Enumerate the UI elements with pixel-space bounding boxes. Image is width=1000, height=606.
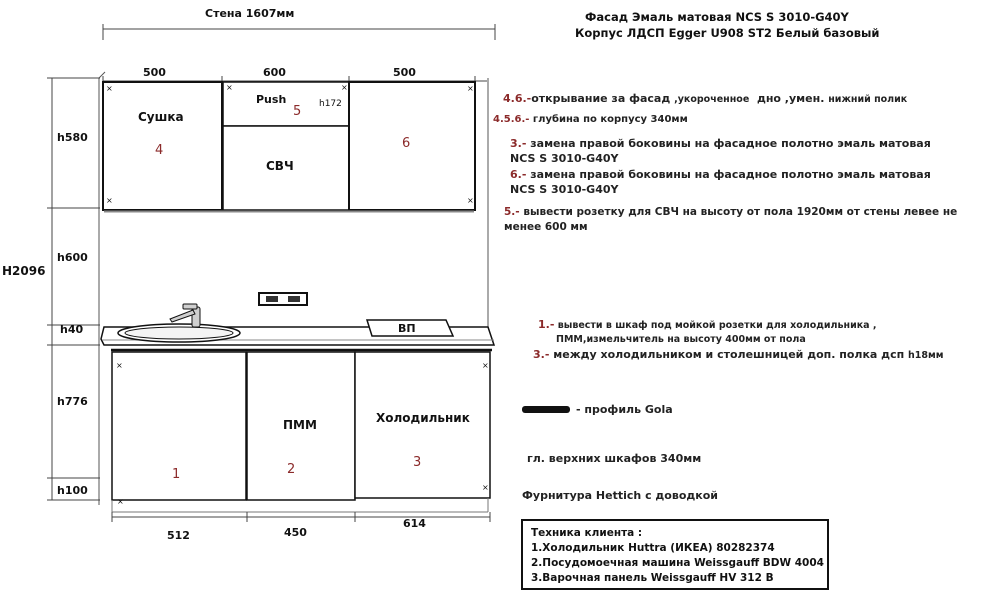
body-spec: Корпус ЛДСП Egger U908 ST2 Белый базовый [575,26,880,40]
gola-legend-mark [522,406,570,413]
microwave-socket [259,293,307,305]
facade-spec: Фасад Эмаль матовая NCS S 3010-G40Y [585,10,849,24]
plinth-height-label: h100 [57,484,88,497]
push-number: 5 [293,104,302,119]
upper-left-label: Сушка [138,110,184,124]
client-box-title: Техника клиента : [531,527,643,539]
upper-height-label: h580 [57,131,88,144]
note-side-6: 6.- замена правой боковины на фасадное полотно эмаль матовая NCS S 3010-G40Y [510,168,931,196]
lower-width-dimensions [112,512,490,522]
lower-width-left: 512 [167,529,190,542]
note-extra-shelf: 3.- между холодильником и столешницей доп. полка дсп h18мм [533,348,944,361]
upper-cabinet-shadows [104,211,474,212]
lower-width-right: 614 [403,517,426,530]
note-gola: - профиль Gola [576,403,673,416]
hinge-mark: × [467,196,474,205]
lower-left-number: 1 [172,467,181,482]
push-height-label: h172 [319,99,342,109]
note-opening: 4.6.-открывание за фасад ,укороченное дно ,умен. нижний полик [503,92,908,105]
note-depth: 4.5.6.- глубина по корпусу 340мм [493,114,688,125]
hinge-mark: × [482,361,489,370]
hinge-mark: × [482,483,489,492]
hinge-mark: × [106,196,113,205]
hob-label: ВП [398,322,416,335]
wall-width-label: Стена 1607мм [205,7,295,20]
sink [118,324,240,342]
microwave-label: СВЧ [266,159,294,173]
client-appliances-box [521,519,829,590]
fridge-label: Холодильник [376,411,470,425]
hinge-mark: × [467,84,474,93]
lower-mid-number: 2 [287,462,296,477]
hinge-mark: × [226,83,233,92]
countertop-height-label: h40 [60,323,84,336]
gap-height-label: h600 [57,251,88,264]
hinge-mark: × [117,497,124,506]
wall-width-dimension [103,24,495,40]
push-label: Push [256,93,287,106]
upper-width-mid: 600 [263,66,286,79]
hinge-mark: × [116,361,123,370]
hinge-mark: × [341,83,348,92]
dishwasher-label: ПММ [283,418,317,432]
upper-left-number: 4 [155,143,164,158]
hinge-mark: × [106,84,113,93]
total-height-label: H2096 [2,264,46,278]
note-socket: 5.- вывести розетку для СВЧ на высоту от пола 1920мм от стены левее не менее 600 мм [504,206,958,233]
client-box-item: 1.Холодильник Huttra (ИКЕА) 80282374 [531,542,775,554]
upper-width-left: 500 [143,66,166,79]
note-sink-sockets: 1.- вывести в шкаф под мойкой розетки для холодильника , ПММ,измельчитель на высоту 400мм от пола [538,318,877,345]
note-hardware: Фурнитура Hettich с доводкой [522,489,718,502]
note-upper-depth: гл. верхних шкафов 340мм [527,452,702,465]
lower-width-mid: 450 [284,526,307,539]
note-side-3: 3.- замена правой боковины на фасадное полотно эмаль матовая NCS S 3010-G40Y [510,137,931,165]
lower-height-label: h776 [57,395,88,408]
lower-right-number: 3 [413,455,422,470]
client-box-item: 2.Посудомоечная машина Weissgauff BDW 4004 [531,557,824,569]
upper-width-right: 500 [393,66,416,79]
client-box-item: 3.Варочная панель Weissgauff HV 312 B [531,572,774,584]
upper-right-number: 6 [402,136,411,151]
